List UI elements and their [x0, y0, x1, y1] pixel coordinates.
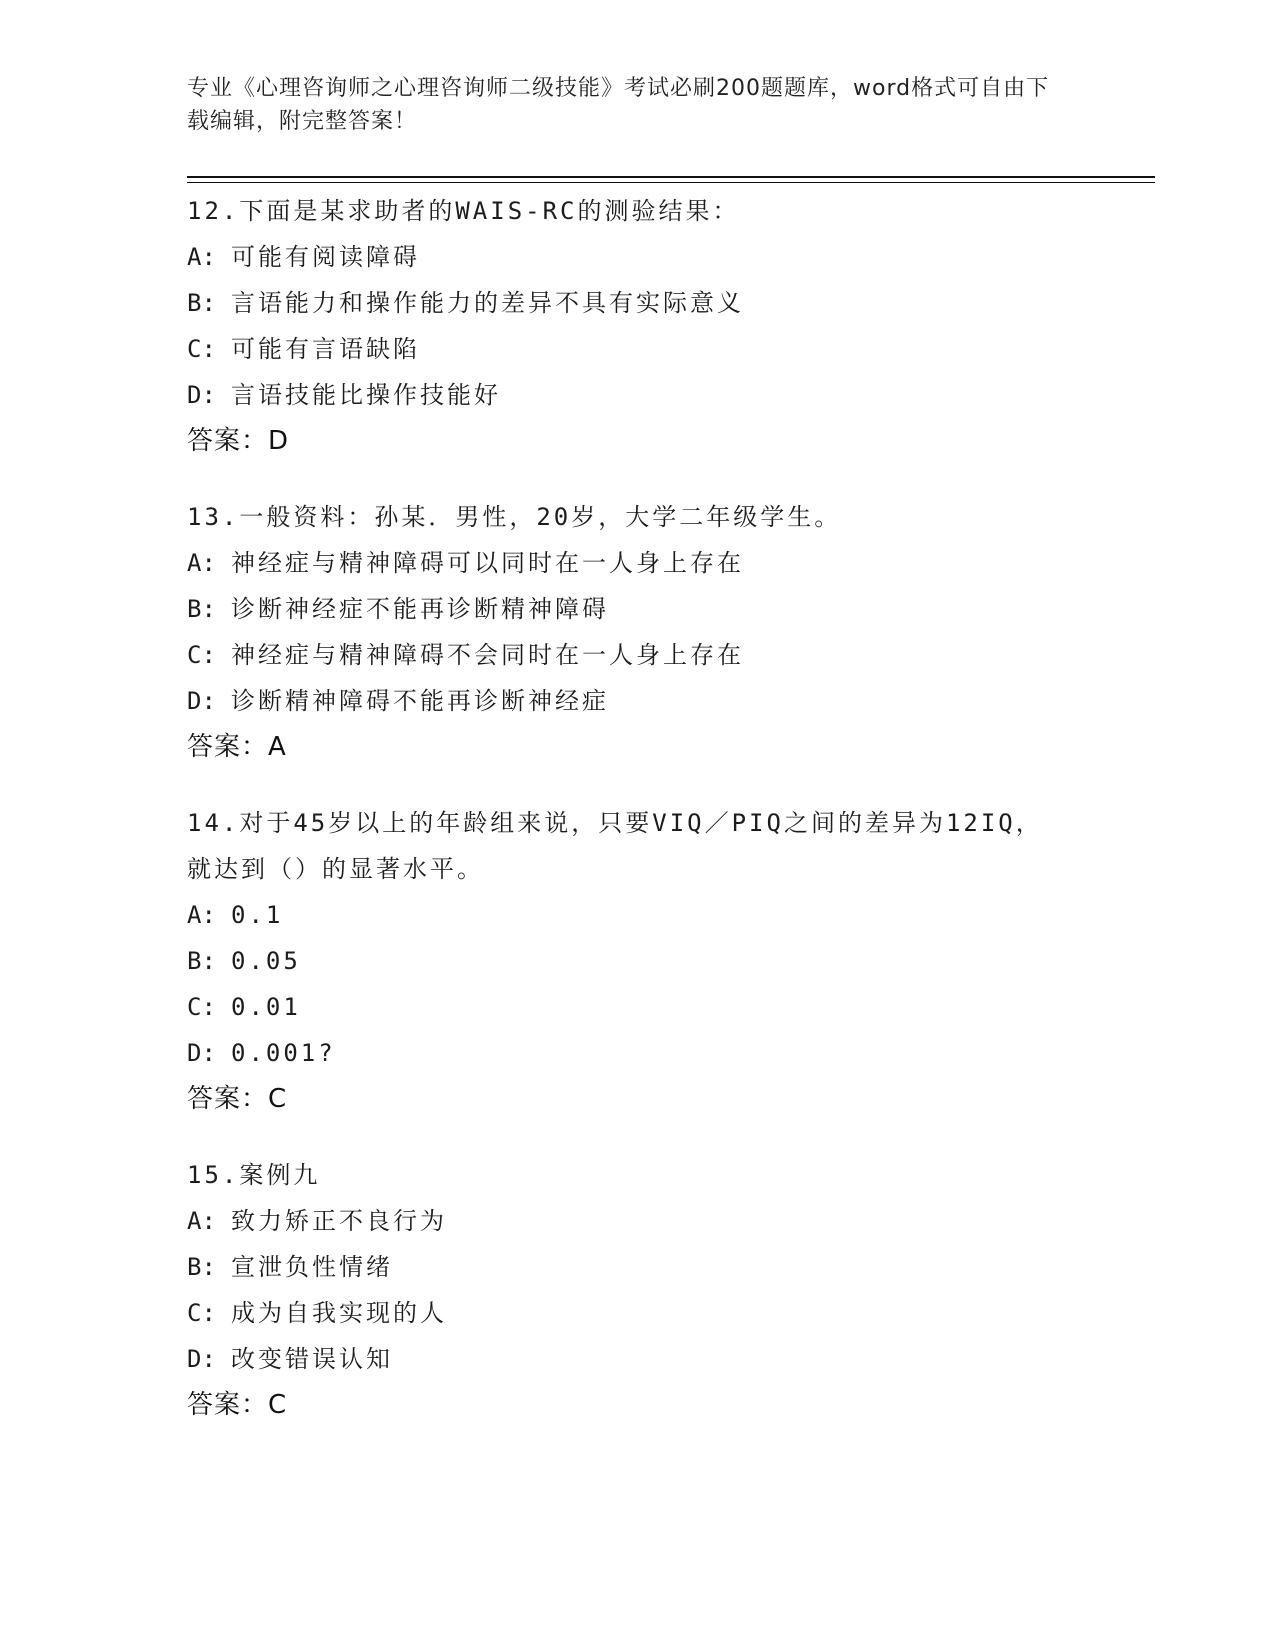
option-b [187, 938, 1087, 984]
option-c [187, 1290, 1087, 1336]
option-text: 言语技能比操作技能好 [231, 381, 501, 409]
answer-line: 答案：C [187, 1390, 288, 1420]
question-stem: 14.对于45岁以上的年龄组来说，只要VIQ／PIQ之间的差异为12IQ，就达到（）的显著水平。 [187, 809, 1043, 883]
option-a [187, 234, 1087, 280]
question-14 [187, 800, 1087, 1122]
option-d [187, 372, 1087, 418]
option-text: 致力矫正不良行为 [231, 1207, 447, 1235]
option-text: 0.1 [231, 901, 284, 929]
option-letter: B: [187, 947, 216, 975]
question-stem: 13.一般资料：孙某．男性，20岁，大学二年级学生。 [187, 503, 842, 531]
option-text: 诊断神经症不能再诊断精神障碍 [231, 595, 609, 623]
option-d [187, 678, 1087, 724]
option-b [187, 1244, 1087, 1290]
option-letter: D: [187, 381, 216, 409]
question-12 [187, 188, 1087, 464]
option-a [187, 1198, 1087, 1244]
answer-line: 答案：C [187, 1084, 288, 1114]
question-list [187, 188, 1087, 1458]
option-letter: A: [187, 1207, 216, 1235]
option-letter: D: [187, 687, 216, 715]
question-13 [187, 494, 1087, 770]
option-letter: D: [187, 1039, 216, 1067]
option-c [187, 984, 1087, 1030]
option-c [187, 326, 1087, 372]
option-text: 0.001? [231, 1039, 336, 1067]
option-letter: C: [187, 1299, 216, 1327]
option-letter: B: [187, 595, 216, 623]
option-text: 神经症与精神障碍可以同时在一人身上存在 [231, 549, 744, 577]
option-d [187, 1336, 1087, 1382]
option-text: 0.01 [231, 993, 301, 1021]
answer-line: 答案：D [187, 426, 290, 456]
option-letter: A: [187, 549, 216, 577]
document-intro: 专业《心理咨询师之心理咨询师二级技能》考试必刷200题题库，word格式可自由下载编辑，附完整答案！ [187, 76, 1050, 134]
header-divider-thick [187, 176, 1155, 178]
option-text: 改变错误认知 [231, 1345, 393, 1373]
option-text: 诊断精神障碍不能再诊断神经症 [231, 687, 609, 715]
option-text: 可能有阅读障碍 [231, 243, 420, 271]
question-stem: 12.下面是某求助者的WAIS-RC的测验结果： [187, 197, 740, 225]
option-b [187, 586, 1087, 632]
question-stem: 15.案例九 [187, 1161, 321, 1189]
option-letter: B: [187, 1253, 216, 1281]
option-text: 神经症与精神障碍不会同时在一人身上存在 [231, 641, 744, 669]
option-a [187, 892, 1087, 938]
question-15 [187, 1152, 1087, 1428]
option-text: 成为自我实现的人 [231, 1299, 447, 1327]
option-d [187, 1030, 1087, 1076]
option-letter: A: [187, 243, 216, 271]
option-letter: C: [187, 993, 216, 1021]
option-letter: D: [187, 1345, 216, 1373]
answer-line: 答案：A [187, 732, 287, 762]
option-letter: B: [187, 289, 216, 317]
option-text: 言语能力和操作能力的差异不具有实际意义 [231, 289, 744, 317]
option-letter: C: [187, 641, 216, 669]
option-letter: A: [187, 901, 216, 929]
option-text: 0.05 [231, 947, 301, 975]
header-divider-thin [187, 182, 1155, 183]
option-a [187, 540, 1087, 586]
option-c [187, 632, 1087, 678]
option-text: 可能有言语缺陷 [231, 335, 420, 363]
option-text: 宣泄负性情绪 [231, 1253, 393, 1281]
option-b [187, 280, 1087, 326]
option-letter: C: [187, 335, 216, 363]
